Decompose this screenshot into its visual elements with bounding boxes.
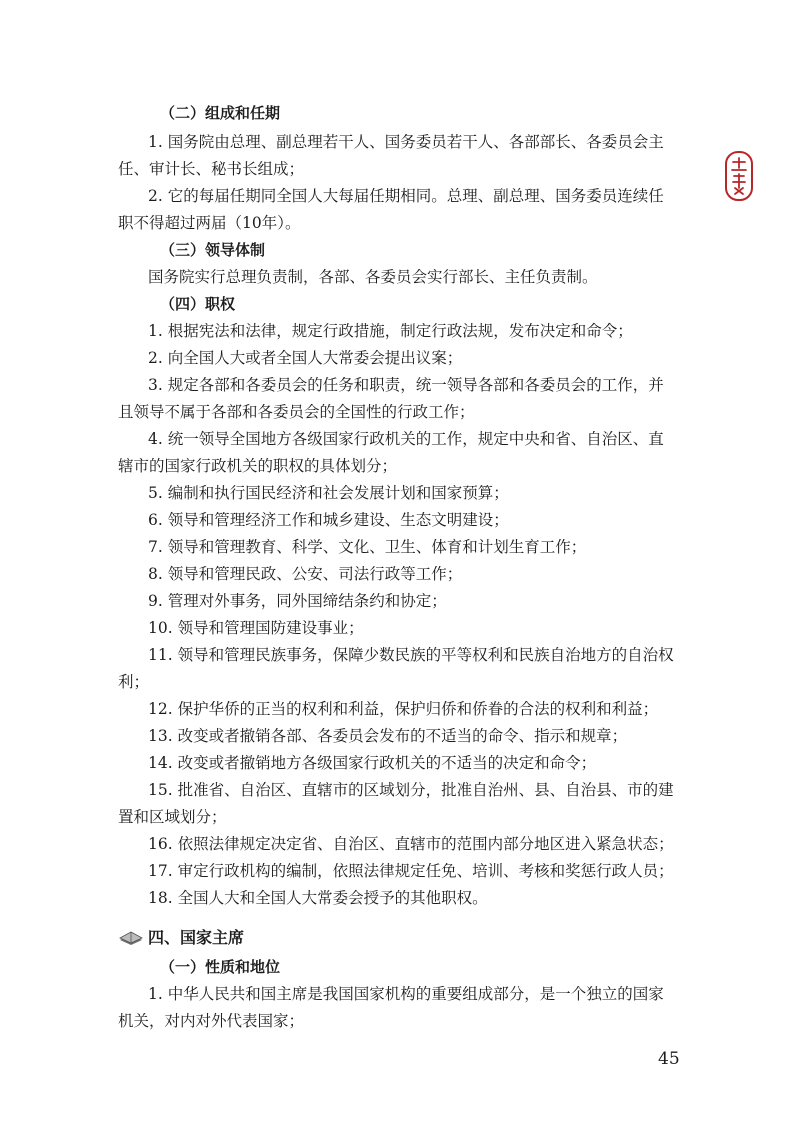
- list-item: 18. 全国人大和全国人大常委会授予的其他职权。: [148, 889, 488, 907]
- list-item: 13. 改变或者撤销各部、各委员会发布的不适当的命令、指示和规章；: [148, 727, 628, 745]
- list-item: 12. 保护华侨的正当的权利和利益，保护归侨和侨眷的合法的权利和利益；: [148, 700, 659, 718]
- list-item: 15. 批准省、自治区、直辖市的区域划分，批准自治州、县、自治县、市的建: [148, 781, 674, 799]
- list-item: 6. 领导和管理经济工作和城乡建设、生态文明建设；: [148, 511, 509, 529]
- list-item-continuation: 置和区域划分；: [118, 808, 227, 826]
- list-item: 1. 根据宪法和法律，规定行政措施，制定行政法规，发布决定和命令；: [148, 322, 633, 340]
- section-heading-leadership: （三）领导体制: [160, 241, 266, 259]
- paragraph-line: 1. 中华人民共和国主席是我国国家机构的重要组成部分，是一个独立的国家: [148, 985, 664, 1003]
- paragraph-line: 1. 国务院由总理、副总理若干人、国务委员若干人、各部部长、各委员会主: [148, 133, 664, 151]
- list-item: 3. 规定各部和各委员会的任务和职责，统一领导各部和各委员会的工作，并: [148, 376, 664, 394]
- paragraph-line: 任、审计长、秘书长组成；: [118, 160, 305, 178]
- chapter-heading-text: 四、国家主席: [148, 928, 245, 947]
- list-item-continuation: 利；: [118, 673, 150, 691]
- list-item-continuation: 辖市的国家行政机关的职权的具体划分；: [118, 457, 398, 475]
- list-item: 5. 编制和执行国民经济和社会发展计划和国家预算；: [148, 484, 509, 502]
- list-item: 9. 管理对外事务，同外国缔结条约和协定；: [148, 592, 447, 610]
- list-item: 17. 审定行政机构的编制，依照法律规定任免、培训、考核和奖惩行政人员；: [148, 862, 674, 880]
- list-item-continuation: 且领导不属于各部和各委员会的全国性的行政工作；: [118, 403, 475, 421]
- section-heading-nature: （一）性质和地位: [160, 958, 281, 976]
- page-number: 45: [658, 1049, 680, 1069]
- list-item: 14. 改变或者撤销地方各级国家行政机关的不适当的决定和命令；: [148, 754, 597, 772]
- list-item: 8. 领导和管理民政、公安、司法行政等工作；: [148, 565, 463, 583]
- list-item: 2. 向全国人大或者全国人大常委会提出议案；: [148, 349, 463, 367]
- list-item: 11. 领导和管理民族事务，保障少数民族的平等权利和民族自治地方的自治权: [148, 646, 674, 664]
- chapter-heading: [118, 925, 244, 948]
- paragraph-line: 机关，对内对外代表国家；: [118, 1012, 305, 1030]
- book-icon: [118, 928, 144, 946]
- paragraph-line: 2. 它的每届任期同全国人大每届任期相同。总理、副总理、国务委员连续任: [148, 187, 664, 205]
- list-item: 10. 领导和管理国防建设事业；: [148, 619, 364, 637]
- paragraph-line: 职不得超过两届（10年）。: [118, 214, 301, 232]
- list-item: 16. 依照法律规定决定省、自治区、直辖市的范围内部分地区进入紧急状态；: [148, 835, 674, 853]
- section-heading-powers: （四）职权: [160, 295, 236, 313]
- section-heading-composition: （二）组成和任期: [160, 104, 281, 122]
- seal-stamp-icon: [724, 150, 754, 202]
- list-item: 7. 领导和管理教育、科学、文化、卫生、体育和计划生育工作；: [148, 538, 587, 556]
- list-item: 4. 统一领导全国地方各级国家行政机关的工作，规定中央和省、自治区、直: [148, 430, 664, 448]
- paragraph-line: 国务院实行总理负责制，各部、各委员会实行部长、主任负责制。: [148, 268, 598, 286]
